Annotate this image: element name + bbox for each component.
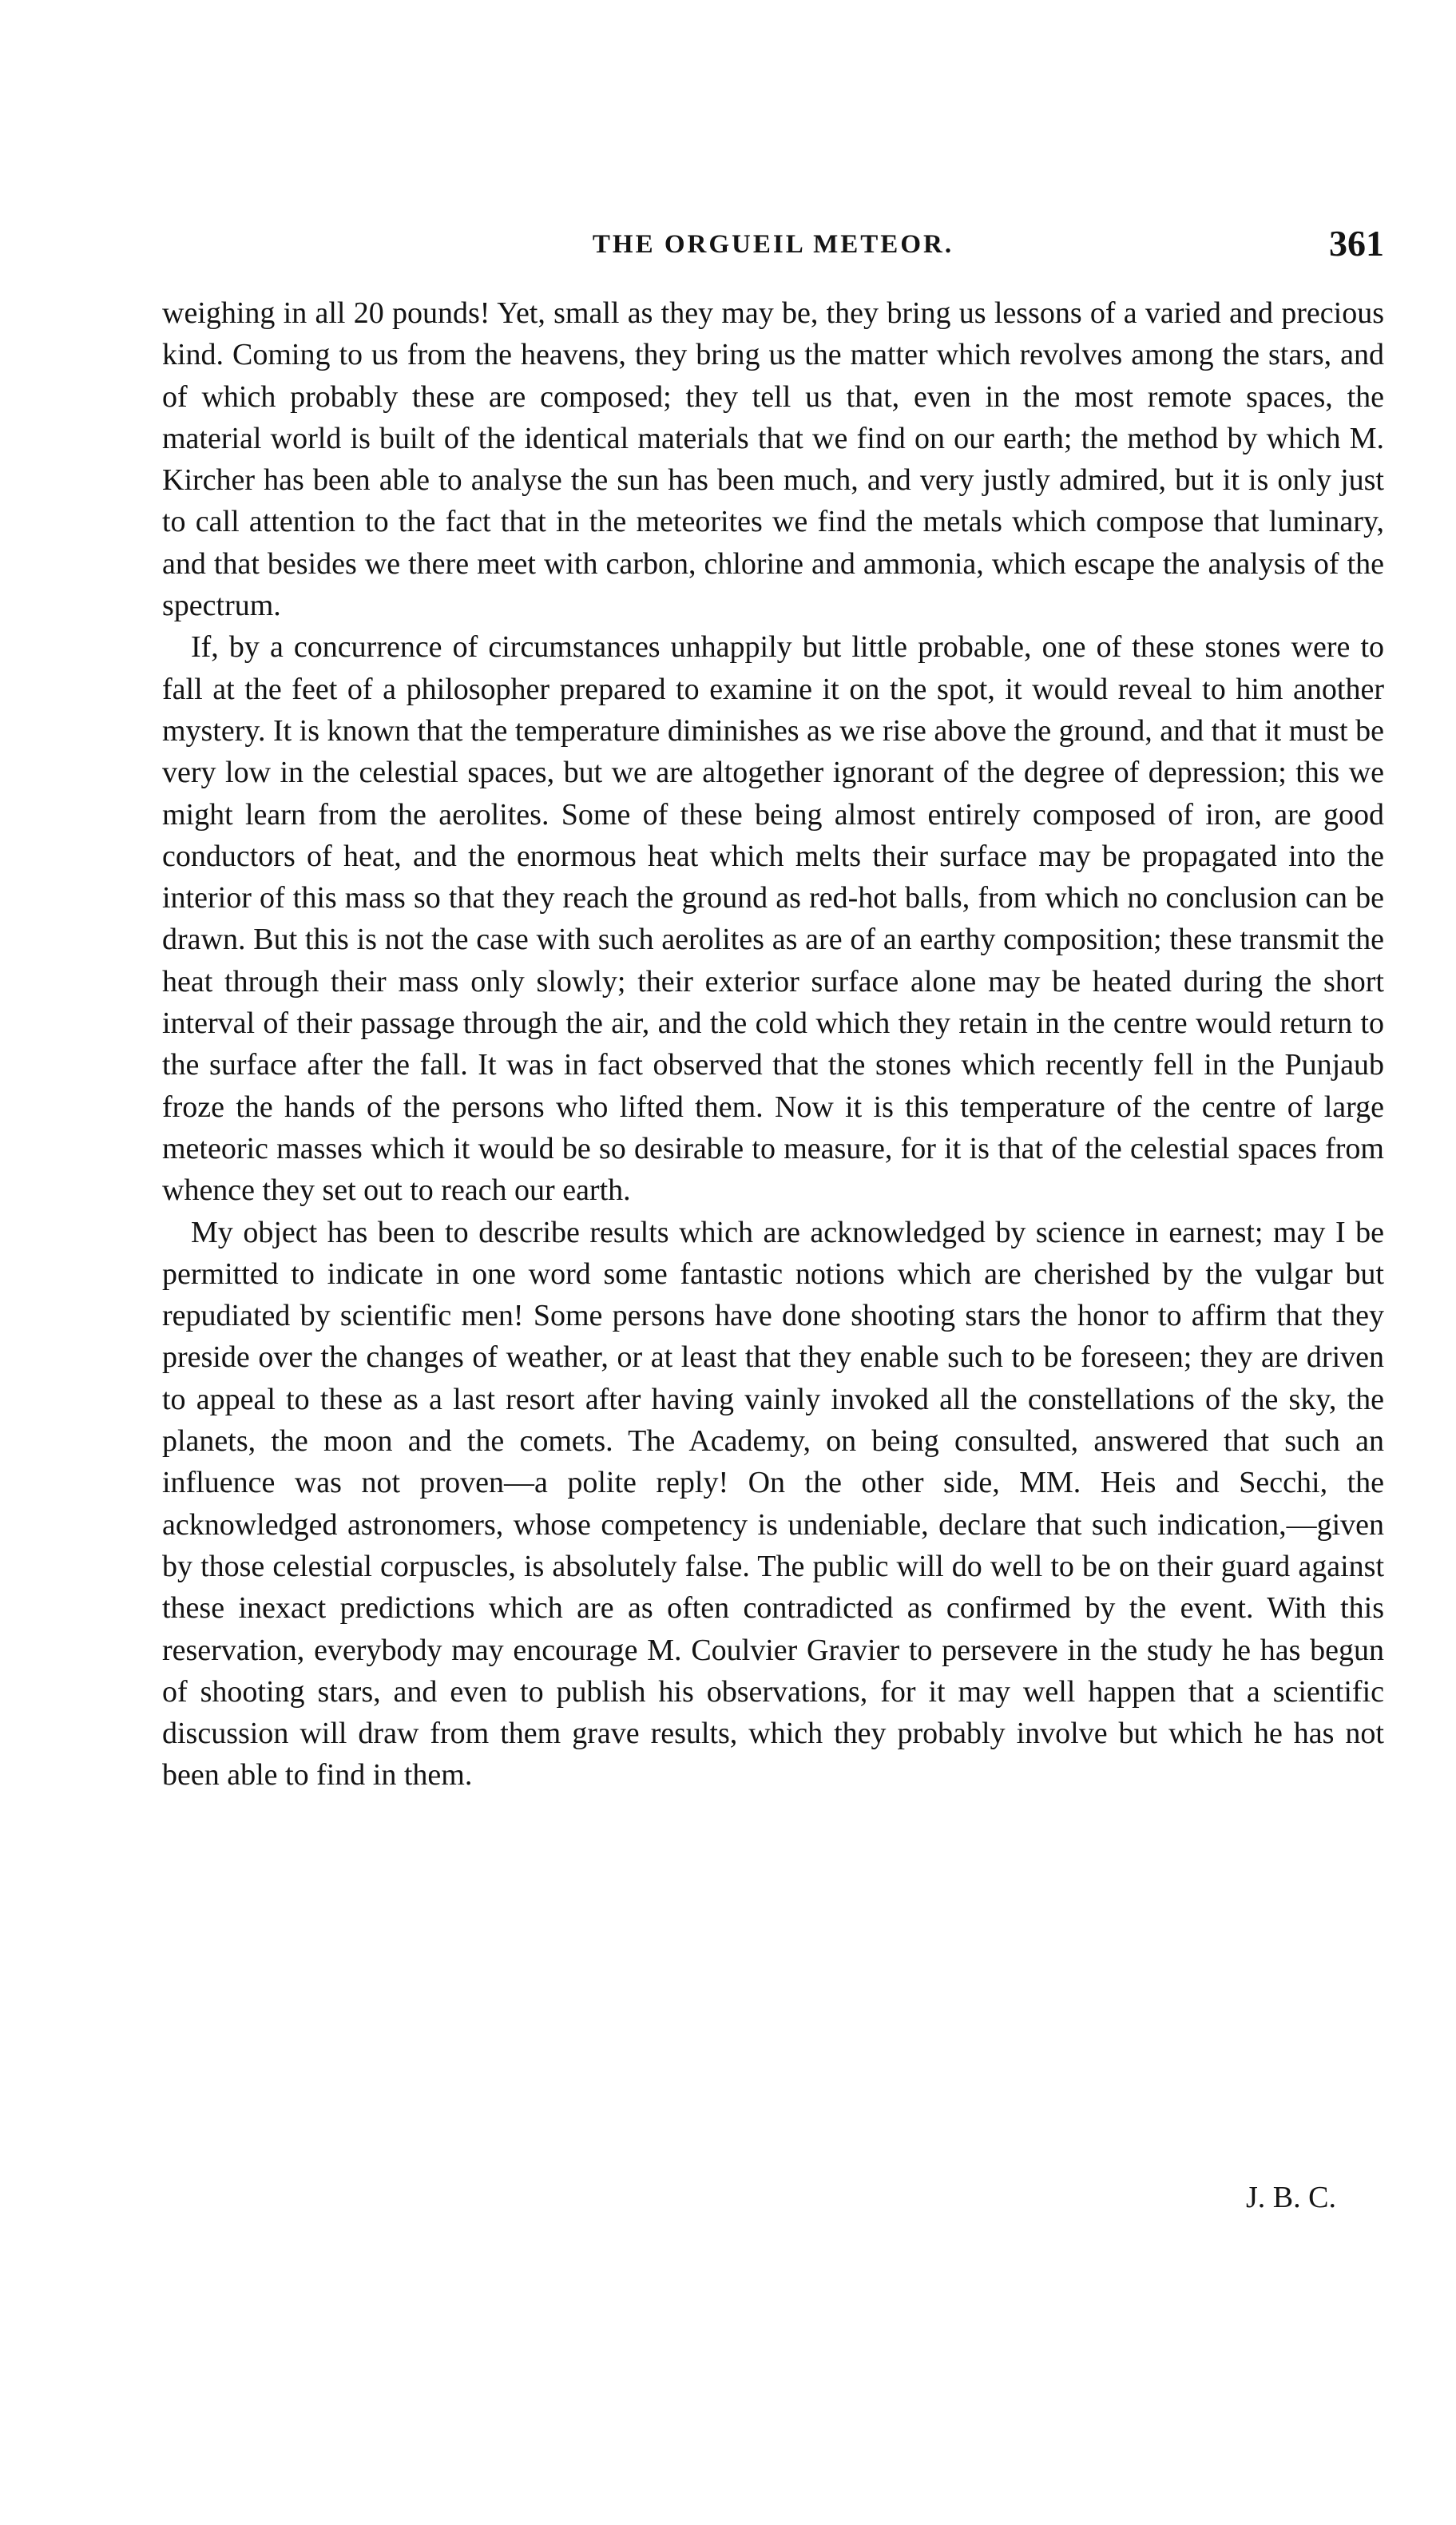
body-text bbox=[162, 292, 1384, 1796]
running-title: THE ORGUEIL METEOR. bbox=[592, 230, 954, 259]
author-signature: J. B. C. bbox=[1246, 2181, 1336, 2214]
paragraph-continuation: weighing in all 20 pounds! Yet, small as they may be, they bring us lessons of a varied and precious kind. Coming to us from the heavens, they bring us the matter which revolves among the stars, and of which probably these are composed; they tell us that, even in the most remote spaces, the material world is built of the identical materials that we find on our earth; the method by which M. Kircher has been able to analyse the sun has been much, and very justly admired, but it is only just to call attention to the fact that in the meteorites we find the metals which compose that luminary, and that besides we there meet with carbon, chlorine and ammonia, which escape the analysis of the spectrum. bbox=[162, 296, 1384, 623]
page-number: 361 bbox=[1329, 223, 1384, 264]
paragraph-aerolite-temperature: If, by a concurrence of circumstances unhappily but little probable, one of these stones were to fall at the feet of a philosopher prepared to examine it on the spot, it would reveal to him another mystery. It is known that the temperature diminishes as we rise above the ground, and that it must be very low in the celestial spaces, but we are altogether ignorant of the degree of depression; this we might learn from the aerolites. Some of these being almost entirely composed of iron, are good conductors of heat, and the enormous heat which melts their surface may be propagated into the interior of this mass so that they reach the ground as red-hot balls, from which no conclusion can be drawn. But this is not the case with such aerolites as are of an earthy composition; these transmit the heat through their mass only slowly; their exterior surface alone may be heated during the short interval of their passage through the air, and the cold which they retain in the centre would return to the surface after the fall. It was in fact observed that the stones which recently fell in the Punjaub froze the hands of the persons who lifted them. Now it is this temperature of the centre of large meteoric masses which it would be so desirable to measure, for it is that of the celestial spaces from whence they set out to reach our earth. bbox=[162, 630, 1384, 1208]
running-head bbox=[162, 222, 1384, 278]
paragraph-fantastic-notions: My object has been to describe results which are acknowledged by science in earnest; may I be permitted to indicate in one word some fantastic notions which are cherished by the vulgar but repudiated by scientific men! Some persons have done shooting stars the honor to affirm that they preside over the changes of weather, or at least that they enable such to be foreseen; they are driven to appeal to these as a last resort after having vainly invoked all the constellations of the sky, the planets, the moon and the comets. The Academy, on being consulted, answered that such an influence was not proven—a polite reply! On the other side, MM. Heis and Secchi, the acknowledged astronomers, whose competency is undeniable, declare that such indication,—given by those celestial corpuscles, is absolutely false. The public will do well to be on their guard against these inexact predictions which are as often contradicted as confirmed by the event. With this reservation, everybody may encourage M. Coulvier Gravier to persevere in the study he has begun of shooting stars, and even to publish his observations, for it may well happen that a scientific discussion will draw from them grave results, which they probably involve but which he has not been able to find in them. bbox=[162, 1215, 1384, 1793]
